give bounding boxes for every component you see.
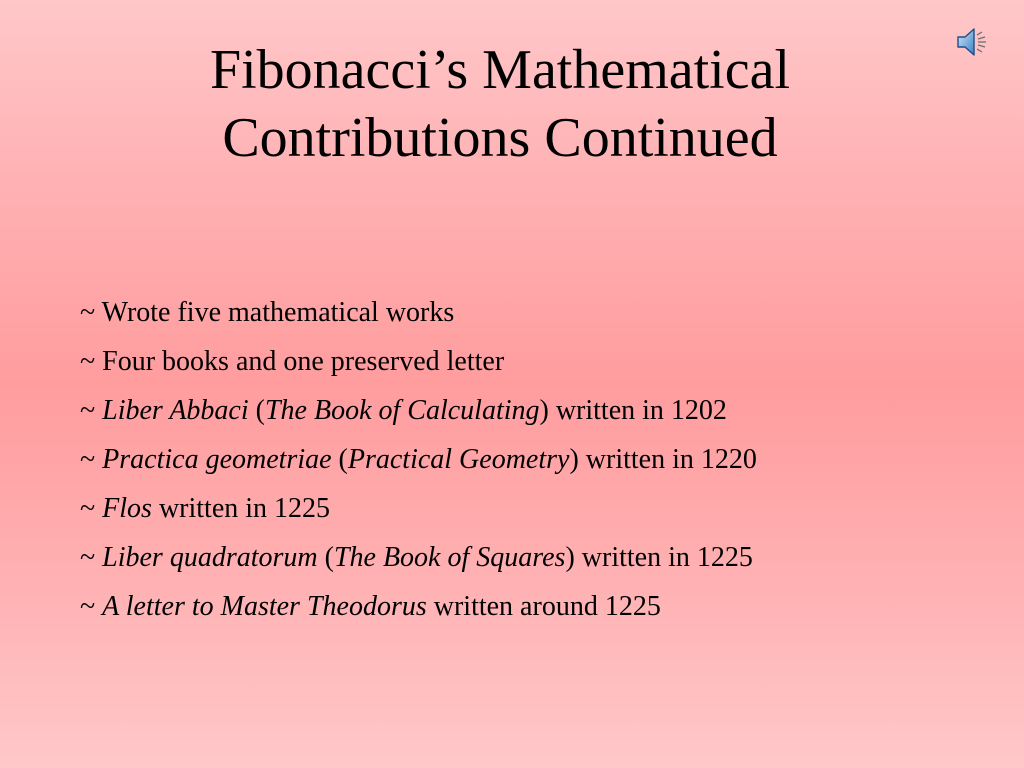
bullet-item (80, 484, 980, 533)
bullet-text: ~ (80, 493, 103, 524)
bullet-text-italic: A letter to Master Theodorus (102, 591, 427, 622)
bullet-item (80, 337, 980, 386)
bullet-list (80, 288, 980, 631)
bullet-text: ~ Four books and one preserved letter (80, 346, 505, 377)
bullet-text: ~ (80, 542, 103, 573)
bullet-text: ) written in 1202 (539, 395, 727, 426)
bullet-item (80, 582, 980, 631)
bullet-text: ( (331, 444, 348, 475)
bullet-text-italic: Practica geometriae (102, 444, 332, 475)
bullet-item (80, 533, 980, 582)
bullet-item (80, 435, 980, 484)
bullet-text: ( (317, 542, 334, 573)
bullet-text-italic: Practical Geometry (347, 444, 570, 475)
slide-title-line-1: Fibonacci’s Mathematical (209, 39, 791, 101)
bullet-text-italic: Flos (102, 493, 152, 524)
bullet-text-italic: The Book of Calculating (264, 395, 540, 426)
slide-title (100, 36, 900, 172)
bullet-item (80, 288, 980, 337)
bullet-text-italic: Liber quadratorum (102, 542, 318, 573)
bullet-text: ( (248, 395, 265, 426)
bullet-text: written in 1225 (151, 493, 331, 524)
bullet-text-italic: The Book of Squares (333, 542, 566, 573)
bullet-text: ) written in 1220 (569, 444, 757, 475)
bullet-text: ~ Wrote five mathematical works (80, 297, 455, 328)
bullet-text: ) written in 1225 (565, 542, 753, 573)
bullet-text: written around 1225 (426, 591, 661, 622)
bullet-text-italic: Liber Abbaci (102, 395, 249, 426)
bullet-item (80, 386, 980, 435)
bullet-text: ~ (80, 444, 103, 475)
slide-title-line-2: Contributions Continued (222, 107, 778, 169)
bullet-text: ~ (80, 591, 103, 622)
speaker-icon[interactable] (952, 22, 992, 62)
bullet-text: ~ (80, 395, 103, 426)
